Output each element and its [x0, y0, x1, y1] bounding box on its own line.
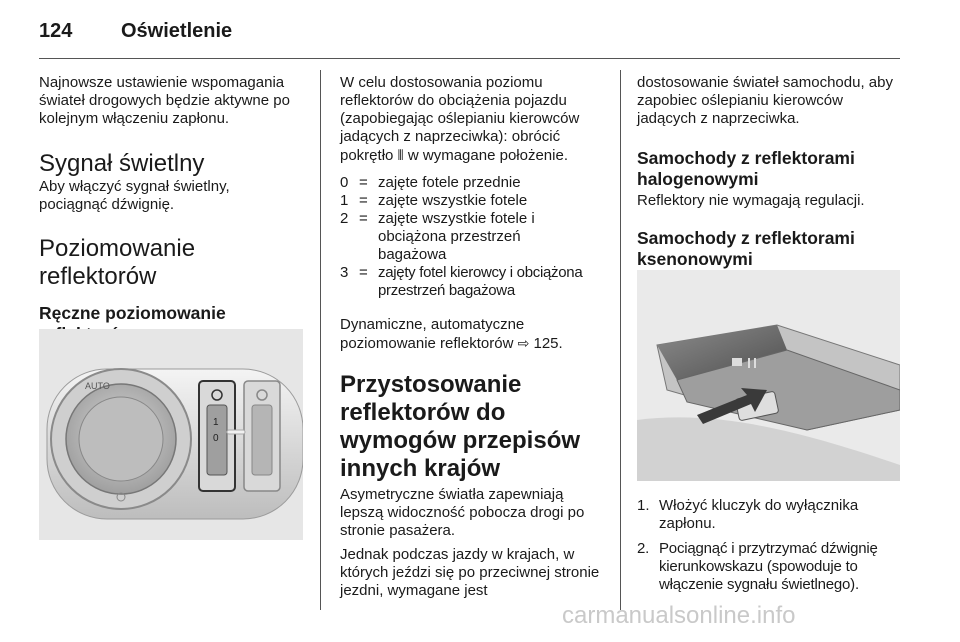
paragraph-intro: Najnowsze ustawienie wspomagania świateł drogowych będzie aktywne po kolejnym włączeniu zapłonu.: [39, 74, 290, 127]
auto-label: AUTO: [85, 381, 110, 391]
heading-manual-leveling: Ręczne poziomowanie: [39, 303, 226, 323]
column-divider: [620, 70, 621, 610]
column-3: [637, 74, 902, 270]
paragraph-adapt-2: Jednak podczas jazdy w krajach, w których jeździ się po przeciwnej stronie jezdni, wymagane jest: [340, 546, 600, 599]
headlight-range-icon: ⦀: [397, 147, 404, 163]
list-item: 3 = zajęty fotel kierowcy i obciążona przestrzeń bagażowa: [340, 264, 583, 299]
paragraph-continued: dostosowanie świateł samochodu, aby zapobiec oślepianiu kierowców jadących z naprzeciwka.: [637, 74, 893, 127]
column-1: [39, 74, 307, 345]
leveling-list: [340, 174, 606, 300]
list-item: 2. Pociągnąć i przytrzymać dźwignię kierunkowskazu (spowoduje to włączenie sygnału świetlnego).: [637, 540, 878, 593]
heading-xenon: Samochody z reflektorami ksenonowymi: [637, 228, 855, 269]
heading-adaptation: Przystosowanie reflektorów do wymogów przepisów innych krajów: [340, 371, 581, 482]
turn-signal-lever-figure: [637, 270, 900, 481]
paragraph-dynamic: Dynamiczne, automatyczne poziomowanie reflektorów ⇨ 125.: [340, 316, 563, 352]
steps-list: [637, 497, 909, 594]
paragraph-leveling: W celu dostosowania poziomu reflektorów do obciążenia pojazdu (zapobiegając oślepianiu kierowców jadących z naprzeciwka): obrócić pokrętło ⦀ w wymagane położenie.: [340, 74, 580, 164]
paragraph-halogen: Reflektory nie wymagają regulacji.: [637, 192, 865, 209]
heading-halogen: Samochody z reflektorami halogenowymi: [637, 148, 855, 189]
dial-mark-0: 0: [213, 433, 219, 444]
heading-signal: Sygnał świetlny: [39, 150, 205, 177]
page-reference-icon: ⇨: [517, 335, 530, 351]
dial-mark-1: 1: [213, 417, 219, 428]
paragraph-signal: Aby włączyć sygnał świetlny, pociągnąć dźwignię.: [39, 178, 230, 213]
light-switch-figure: [39, 329, 303, 540]
column-divider: [320, 70, 321, 610]
list-item: 1 = zajęte wszystkie fotele: [340, 192, 528, 209]
page-title: Oświetlenie: [121, 20, 233, 42]
paragraph-adapt-1: Asymetryczne światła zapewniają lepszą widoczność pobocza drogi po stronie pasażera.: [340, 486, 585, 539]
column-2: [340, 74, 606, 600]
header-rule: [39, 58, 900, 59]
list-item: 0 = zajęte fotele przednie: [340, 174, 521, 191]
watermark: carmanualsonline.info: [562, 602, 796, 629]
list-item: 1. Włożyć kluczyk do wyłącznika zapłonu.: [637, 497, 859, 532]
page-number: 124: [39, 20, 73, 42]
list-item: 2 = zajęte wszystkie fotele i obciążona przestrzeń bagażowa: [340, 210, 535, 263]
heading-leveling: Poziomowanie reflektorów: [39, 235, 196, 290]
